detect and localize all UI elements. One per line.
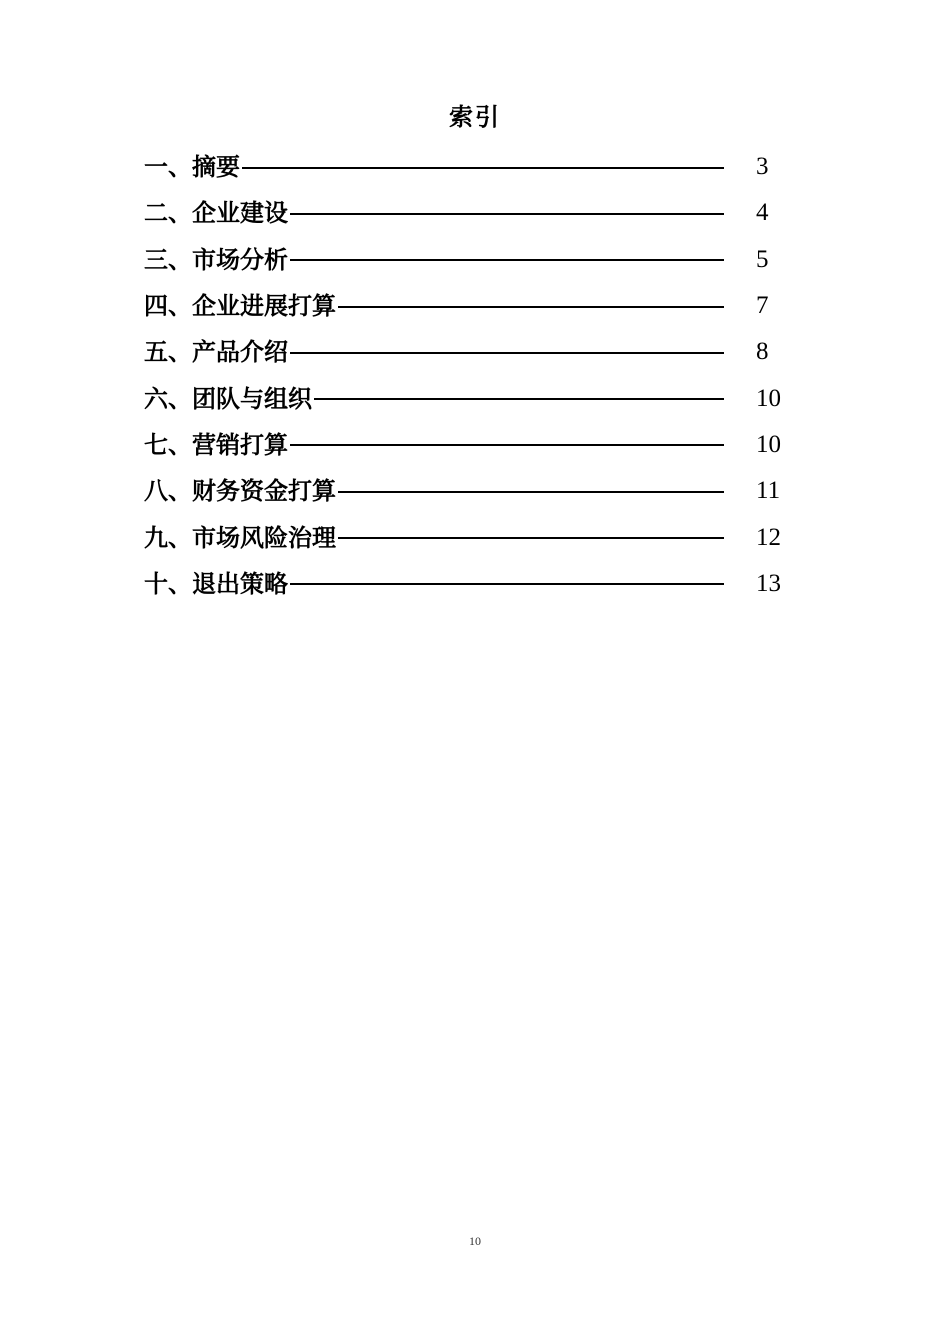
toc-leader-line [290, 583, 724, 585]
toc-entry-label: 八、财务资金打算 [144, 477, 336, 506]
toc-entry[interactable] [144, 422, 794, 468]
toc-entry[interactable] [144, 561, 794, 607]
toc-entry-label: 二、企业建设 [144, 199, 288, 228]
toc-leader-line [242, 167, 724, 169]
toc-leader-line [314, 398, 724, 400]
toc-entry[interactable] [144, 237, 794, 283]
page-title: 索引 [449, 103, 501, 131]
toc-entry-label: 十、退出策略 [144, 569, 288, 598]
toc-entry-label: 四、企业进展打算 [144, 292, 336, 321]
toc-entry-label: 七、营销打算 [144, 430, 288, 459]
toc-entry[interactable] [144, 283, 794, 329]
toc-leader-line [290, 352, 724, 354]
toc-entry-page: 11 [756, 477, 781, 505]
toc-leader-line [290, 213, 724, 215]
toc-entry-page: 12 [756, 523, 781, 551]
toc-entry-page: 13 [756, 569, 781, 597]
toc-entry-label: 三、市场分析 [144, 245, 288, 274]
toc-entry-page: 7 [756, 292, 769, 320]
toc-entry[interactable] [144, 375, 794, 421]
toc-entry-page: 3 [756, 153, 769, 181]
toc-entry-label: 六、团队与组织 [144, 384, 312, 413]
toc-entry-label: 五、产品介绍 [144, 338, 288, 367]
toc-leader-line [338, 491, 724, 493]
footer-page-number: 10 [469, 1234, 481, 1248]
toc-entry-page: 10 [756, 384, 781, 412]
toc-entry-page: 4 [756, 199, 769, 227]
toc-leader-line [290, 259, 724, 261]
toc-entry-page: 5 [756, 245, 769, 273]
toc-entry[interactable] [144, 514, 794, 560]
toc-entry-label: 一、摘要 [144, 153, 240, 182]
toc-entry-page: 10 [756, 430, 781, 458]
toc-entry[interactable] [144, 468, 794, 514]
table-of-contents [144, 144, 794, 607]
toc-entry[interactable] [144, 329, 794, 375]
toc-leader-line [290, 444, 724, 446]
toc-entry-page: 8 [756, 338, 769, 366]
toc-entry[interactable] [144, 144, 794, 190]
toc-leader-line [338, 537, 724, 539]
toc-entry-label: 九、市场风险治理 [144, 523, 336, 552]
toc-entry[interactable] [144, 190, 794, 236]
toc-leader-line [338, 306, 724, 308]
